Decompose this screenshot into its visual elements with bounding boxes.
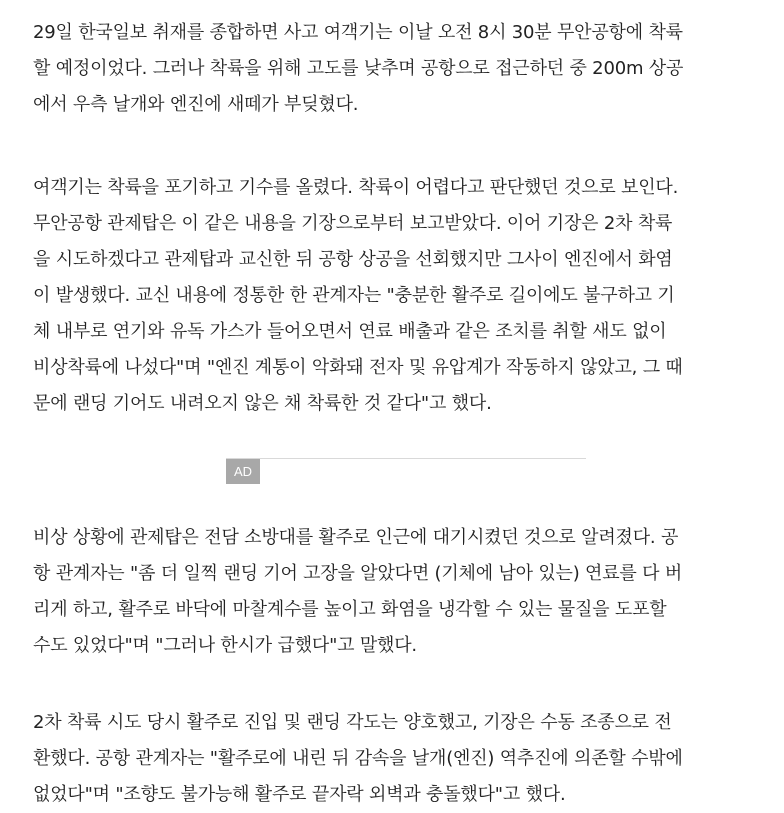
paragraph-line: 환했다. 공항 관계자는 "활주로에 내린 뒤 감속을 날개(엔진) 역추진에 의존할 수밖에 (33, 748, 683, 769)
article-paragraph (33, 15, 683, 123)
paragraph-line: 문에 랜딩 기어도 내려오지 않은 채 착륙한 것 같다"고 했다. (33, 393, 492, 414)
article-paragraph (33, 170, 683, 422)
paragraph-line: 29일 한국일보 취재를 종합하면 사고 여객기는 이날 오전 8시 30분 무안공항에 착륙 (33, 22, 683, 43)
paragraph-line: 에서 우측 날개와 엔진에 새떼가 부딪혔다. (33, 94, 359, 115)
article-paragraph (33, 520, 682, 664)
paragraph-line: 수도 있었다"며 "그러나 한시가 급했다"고 말했다. (33, 635, 417, 656)
paragraph-line: 리게 하고, 활주로 바닥에 마찰계수를 높이고 화염을 냉각할 수 있는 물질을 도포할 (33, 599, 667, 620)
paragraph-line: 비상 상황에 관제탑은 전담 소방대를 활주로 인근에 대기시켰던 것으로 알려졌다. 공 (33, 527, 679, 548)
article-paragraph (33, 705, 683, 813)
paragraph-line: 항 관계자는 "좀 더 일찍 랜딩 기어 고장을 알았다면 (기체에 남아 있는) 연료를 다 버 (33, 563, 683, 584)
paragraph-line: 이 발생했다. 교신 내용에 정통한 한 관계자는 "충분한 활주로 길이에도 불구하고 기 (33, 285, 675, 306)
paragraph-line: 여객기는 착륙을 포기하고 기수를 올렸다. 착륙이 어렵다고 판단했던 것으로 보인다. (33, 177, 679, 198)
ad-slot[interactable] (226, 458, 586, 484)
paragraph-line: 없었다"며 "조향도 불가능해 활주로 끝자락 외벽과 충돌했다"고 했다. (33, 784, 566, 805)
ad-divider (226, 458, 586, 459)
paragraph-line: 2차 착륙 시도 당시 활주로 진입 및 랜딩 각도는 양호했고, 기장은 수동 조종으로 전 (33, 712, 672, 733)
ad-badge[interactable]: AD (226, 459, 260, 484)
paragraph-line: 할 예정이었다. 그러나 착륙을 위해 고도를 낮추며 공항으로 접근하던 중 200m 상공 (33, 58, 684, 79)
paragraph-line: 을 시도하겠다고 관제탑과 교신한 뒤 공항 상공을 선회했지만 그사이 엔진에서 화염 (33, 249, 673, 270)
paragraph-line: 체 내부로 연기와 유독 가스가 들어오면서 연료 배출과 같은 조치를 취할 새도 없이 (33, 321, 667, 342)
paragraph-line: 무안공항 관제탑은 이 같은 내용을 기장으로부터 보고받았다. 이어 기장은 2차 착륙 (33, 213, 673, 234)
paragraph-line: 비상착륙에 나섰다"며 "엔진 계통이 악화돼 전자 및 유압계가 작동하지 않았고, 그 때 (33, 357, 683, 378)
